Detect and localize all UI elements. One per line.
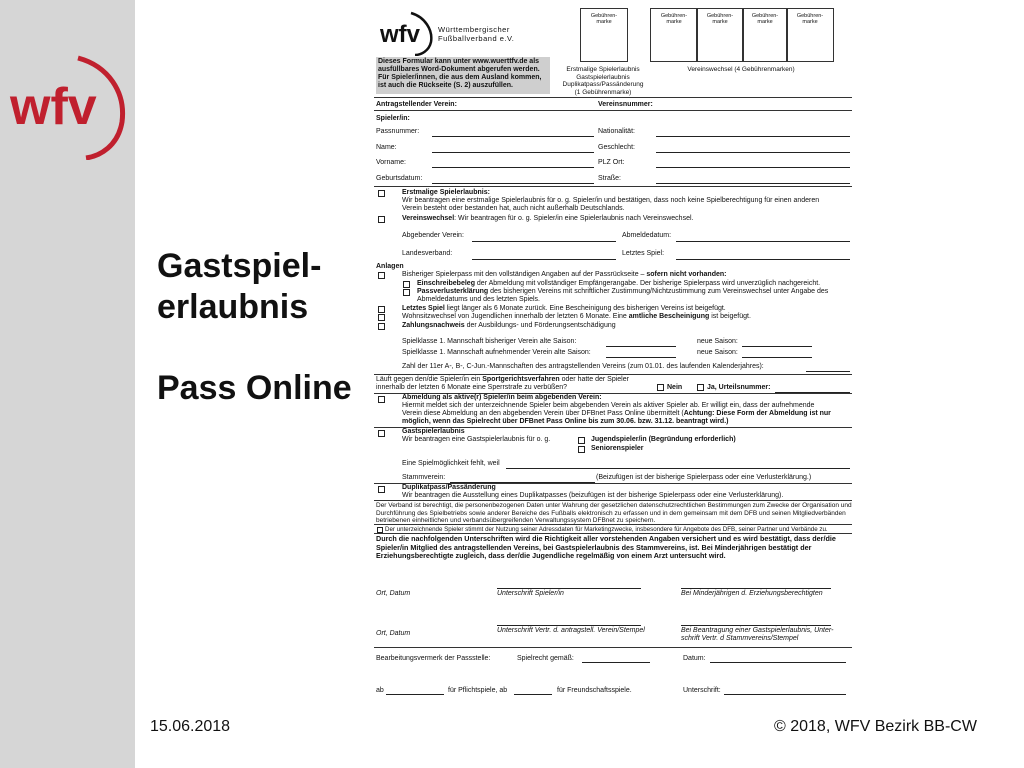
plz-ort-field[interactable] (656, 167, 850, 168)
unterschrift-stammverein-field[interactable] (681, 625, 831, 626)
spielmoeglichkeit-label: Eine Spielmöglichkeit fehlt, weil (402, 460, 500, 467)
ort-datum-label-1: Ort, Datum (376, 590, 411, 597)
spielrecht-label: Spielrecht gemäß: (517, 655, 574, 662)
sportgericht-text-2: innerhalb der letzten 6 Monate eine Sperrstrafe zu verbüßen? (376, 384, 568, 391)
spielmoeglichkeit-field[interactable] (506, 468, 850, 469)
svg-text:wfv: wfv (380, 21, 421, 48)
erstmalige-section: Erstmalige Spielerlaubnis: Wir beantragen eine erstmalige Spielerlaubnis für o. g. Spieler/in und bestätigen, dass noch keine Spielberechtigung für einen anderen Verein besteht oder bestanden hat, auch nicht außerhalb Deutschlands. (402, 189, 820, 212)
zahl-mannschaften-label: Zahl der 11er A-, B-, C-Jun.-Mannschaften des antragstellenden Vereins (zum 01.01. des laufenden Kalenderjahres): (402, 363, 764, 370)
fee-stamp-box-1: Gebühren- marke (580, 8, 628, 62)
geburtsdatum-field[interactable] (432, 183, 594, 184)
abmeldedatum-label: Abmeldedatum: (622, 232, 672, 239)
fee-stamp-box-3: Gebühren- marke (696, 8, 744, 62)
wohnsitz-checkbox[interactable] (378, 314, 385, 321)
spieler-label: Spieler/in: (376, 115, 410, 122)
nein-checkbox[interactable] (657, 384, 664, 391)
letztes-spiel-field[interactable] (676, 259, 850, 260)
duplikatpass-title: Duplikatpass/Passänderung (402, 484, 496, 491)
stammverein-label: Stammverein: (402, 474, 446, 481)
pflichtspiele-label: für Pflichtspiele, ab (448, 687, 508, 694)
slide-title-line3: Pass Online (157, 369, 352, 407)
seniorenspieler-label: Seniorenspieler (591, 445, 644, 452)
abmeldedatum-field[interactable] (676, 241, 850, 242)
unterschrift-spieler-label: Unterschrift Spieler/in (497, 590, 564, 597)
name-label: Name: (376, 144, 397, 151)
unterschrift-stammverein-label: Bei Beantragung einer Gastspielerlaubnis, Unter- schrift Vertr. d Stammvereins/Stempel (681, 627, 834, 642)
einschreibebeleg-checkbox[interactable] (403, 281, 410, 288)
name-field[interactable] (432, 152, 594, 153)
nationalitaet-field[interactable] (656, 136, 850, 137)
download-note: Dieses Formular kann unter www.wuerttfv.de als ausfüllbares Word-Dokument abgerufen werden. Für Spieler/innen, die aus dem Ausland kommen, ist auch die Rückseite (S. 2) auszufüllen. (376, 57, 550, 94)
abmeldung-section: Abmeldung als aktive(r) Spieler/in beim abgebenden Verein: Hiermit meldet sich der unterzeichnende Spieler beim abgebenden Verein als aktiver Spieler ab. Er willigt ein, dass der aufnehmende Verein diese Abmeldung an den abgebenden Verein über DFBnet Pass Online übermittelt (Achtung: Diese Form der Abmeldung ist nur möglich, wenn das Spielrecht über DFBnet Pass Online bis zum 30.06. bzw. 31.12. beantragt wird.) (402, 394, 831, 425)
ja-label: Ja, Urteilsnummer: (707, 384, 771, 391)
gastspielerlaubnis-title: Gastspielerlaubnis (402, 428, 465, 435)
seniorenspieler-checkbox[interactable] (578, 446, 585, 453)
unterschrift-verein-label: Unterschrift Vertr. d. antragstell. Verein/Stempel (497, 627, 645, 634)
neue-saison-field-2[interactable] (742, 357, 812, 358)
unterschrift-passstelle-field[interactable] (724, 694, 846, 695)
datum-field[interactable] (710, 662, 846, 663)
ab-pflicht-field[interactable] (386, 694, 444, 695)
datenschutz-text: Der Verband ist berechtigt, die personenbezogenen Daten unter Wahrung der gesetzlichen datenschutzrechtlichen Bestimmungen zum Zwecke der Organisation und Durchführung des Spielbetriebs sowie anderer Bereiche des Fußballs elektronisch zu erfassen und in dem gemeinsam mit dem DFB und seinen Mitgliedverbänden betriebenen einheitlichen und verbandsübergreifenden Verwaltungssystem DFBnet zu speichern. (376, 502, 852, 524)
anlagen-pass-text: Bisheriger Spielerpass mit den vollständigen Angaben auf der Passrückseite – sofern nicht vorhanden: (402, 271, 727, 278)
fee-stamp-box-2: Gebühren- marke (650, 8, 698, 62)
unterschrift-verein-field[interactable] (497, 625, 641, 626)
slide-title-line2: erlaubnis (157, 288, 309, 326)
gastspielerlaubnis-text: Wir beantragen eine Gastspielerlaubnis für o. g. (402, 436, 551, 443)
erstmalige-checkbox[interactable] (378, 190, 385, 197)
footer-date: 15.06.2018 (150, 718, 231, 735)
letztes-spiel-checkbox[interactable] (378, 306, 385, 313)
passverlust-text: Passverlusterklärung des bisherigen Vereins mit schriftlicher Zustimmung/Nichtzustimmung zum Vereinswechsel unter Angabe des (417, 288, 829, 295)
bearbeitungsvermerk-label: Bearbeitungsvermerk der Passstelle: (376, 655, 491, 662)
bestaetigung-text: Durch die nachfolgenden Unterschriften wird die Richtigkeit aller vorstehenden Angaben versichert und es wird bestätigt, dass der/die Spieler/in Mitglied des antragstellenden Vereins, bei Gastspielerlaubnis des Stammvereins, ist. Bei Minderjährigen bestätigt der Erziehungsberechtigte zugleich, dass der/die Jugendliche regelmäßig von einem Arzt untersucht wird. (376, 534, 836, 560)
zahlungsnachweis-text: Zahlungsnachweis der Ausbildungs- und Förderungsentschädigung (402, 322, 616, 329)
strasse-field[interactable] (656, 183, 850, 184)
letztes-spiel-label: Letztes Spiel: (622, 250, 665, 257)
unterschrift-minderjaehrig-label: Bei Minderjährigen d. Erziehungsberechtigten (681, 590, 823, 597)
wfv-logo (8, 52, 130, 160)
letztes-spiel-text: Letztes Spiel liegt länger als 6 Monate zurück. Eine Bescheinigung des bisherigen Vereins ist beigefügt. (402, 305, 726, 312)
einschreibebeleg-text: Einschreibebeleg der Abmeldung mit vollständiger Empfängerangabe. Der bisherige Spielerpass wird unverzüglich nachgereicht. (417, 280, 821, 287)
spielklasse-aufnehmender-field[interactable] (606, 357, 676, 358)
spielklasse-bisheriger-label: Spielklasse 1. Mannschaft bisheriger Verein alte Saison: (402, 338, 577, 345)
slide-title-line1: Gastspiel- (157, 247, 322, 285)
spielklasse-bisheriger-field[interactable] (606, 346, 676, 347)
anlagen-pass-checkbox[interactable] (378, 272, 385, 279)
unterschrift-spieler-field[interactable] (497, 588, 641, 589)
footer-copyright: © 2018, WFV Bezirk BB-CW (774, 718, 977, 735)
vorname-field[interactable] (432, 167, 594, 168)
ab-freundschaft-field[interactable] (514, 694, 552, 695)
ab-label: ab (376, 687, 384, 694)
passnummer-field[interactable] (432, 136, 594, 137)
geschlecht-label: Geschlecht: (598, 144, 635, 151)
passverlust-checkbox[interactable] (403, 289, 410, 296)
geschlecht-field[interactable] (656, 152, 850, 153)
vorname-label: Vorname: (376, 159, 406, 166)
wohnsitz-text: Wohnsitzwechsel von Jugendlichen innerhalb der letzten 6 Monate. Eine amtliche Bescheinigung ist beigefügt. (402, 313, 751, 320)
duplikatpass-checkbox[interactable] (378, 486, 385, 493)
nationalitaet-label: Nationalität: (598, 128, 635, 135)
freundschaftsspiele-label: für Freundschaftsspiele. (557, 687, 632, 694)
plz-ort-label: PLZ Ort: (598, 159, 625, 166)
neue-saison-label-2: neue Saison: (697, 349, 738, 356)
stamp-caption-left: Erstmalige Spielerlaubnis Gastspielerlaubnis Duplikatpass/Passänderung (1 Gebührenmarke) (562, 66, 644, 96)
neue-saison-field-1[interactable] (742, 346, 812, 347)
zahlungsnachweis-checkbox[interactable] (378, 323, 385, 330)
spielklasse-aufnehmender-label: Spielklasse 1. Mannschaft aufnehmender Verein alte Saison: (402, 349, 591, 356)
ja-checkbox[interactable] (697, 384, 704, 391)
vereinsnummer-label: Vereinsnummer: (598, 101, 653, 108)
unterschrift-minderjaehrig-field[interactable] (681, 588, 831, 589)
strasse-label: Straße: (598, 175, 621, 182)
abgebender-verein-field[interactable] (472, 241, 616, 242)
vereinswechsel-checkbox[interactable] (378, 216, 385, 223)
antragstellender-verein-label: Antragstellender Verein: (376, 101, 457, 108)
spielrecht-field[interactable] (582, 662, 650, 663)
anlagen-label: Anlagen (376, 263, 404, 270)
verband-name: Württembergischer Fußballverband e.V. (438, 25, 515, 43)
zahl-mannschaften-field[interactable] (806, 371, 850, 372)
vereinswechsel-section: Vereinswechsel: Wir beantragen für o. g. Spieler/in eine Spielerlaubnis nach Vereinswechsel. (402, 215, 694, 222)
marketing-text: Der unterzeichnende Spieler stimmt der Nutzung seiner Adressdaten für Marketingzwecke, insbesondere für Angebote des DFB, seiner Partner und Verbände zu. (385, 526, 828, 533)
unterschrift-label: Unterschrift: (683, 687, 721, 694)
jugendspieler-label: Jugendspieler/in (Begründung erforderlich) (591, 436, 736, 443)
duplikatpass-text: Wir beantragen die Ausstellung eines Duplikatpasses (beizufügen ist der bisherige Spielerpass oder eine Verlusterklärung). (402, 492, 784, 499)
sportgericht-text: Läuft gegen den/die Spieler/in ein Sportgerichtsverfahren oder hatte der Spieler (376, 376, 629, 383)
neue-saison-label-1: neue Saison: (697, 338, 738, 345)
nein-label: Nein (667, 384, 683, 391)
form-wfv-logo (379, 10, 435, 56)
stamp-caption-right: Vereinswechsel (4 Gebührenmarken) (687, 66, 795, 73)
jugendspieler-checkbox[interactable] (578, 437, 585, 444)
geburtsdatum-label: Geburtsdatum: (376, 175, 423, 182)
gastspielerlaubnis-checkbox[interactable] (378, 430, 385, 437)
fee-stamp-box-5: Gebühren- marke (786, 8, 834, 62)
stammverein-note: (Beizufügen ist der bisherige Spielerpass oder eine Verlusterklärung.) (596, 474, 812, 481)
abmeldung-checkbox[interactable] (378, 396, 385, 403)
sidebar (0, 0, 135, 768)
fee-stamp-box-4: Gebühren- marke (742, 8, 788, 62)
datum-label: Datum: (683, 655, 706, 662)
ort-datum-label-2: Ort, Datum (376, 630, 411, 637)
passnummer-label: Passnummer: (376, 128, 420, 135)
passverlust-text-2: Abmeldedatums und des letzten Spiels. (417, 296, 540, 303)
landesverband-field[interactable] (472, 259, 616, 260)
abgebender-verein-label: Abgebender Verein: (402, 232, 464, 239)
svg-text:wfv: wfv (10, 78, 97, 136)
landesverband-label: Landesverband: (402, 250, 453, 257)
